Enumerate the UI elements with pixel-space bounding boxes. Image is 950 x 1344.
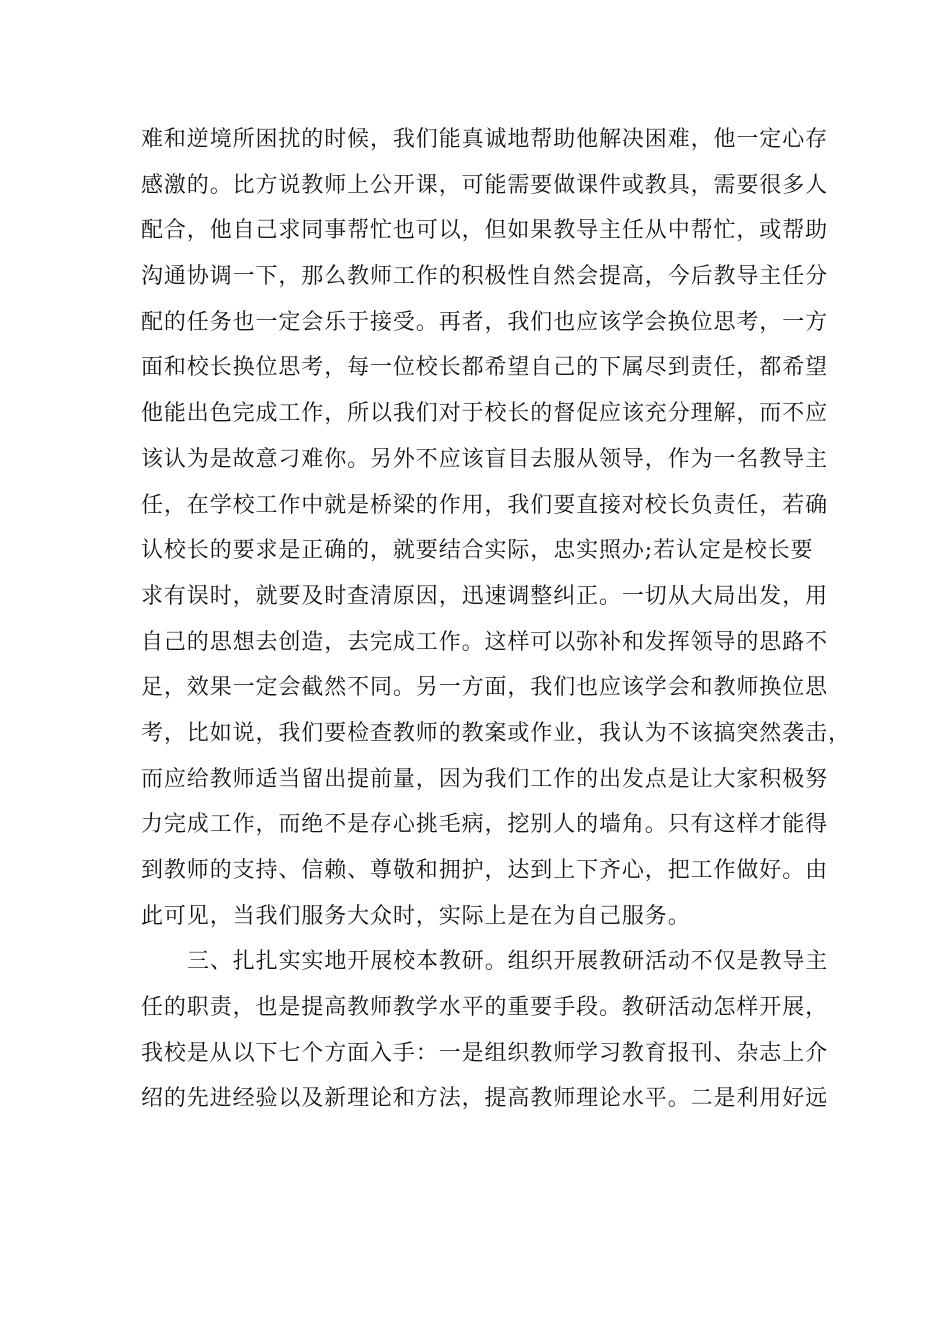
text-line: 难和逆境所困扰的时候，我们能真诚地帮助他解决困难，他一定心存 bbox=[141, 127, 829, 152]
text-line: 感激的。比方说教师上公开课，可能需要做课件或教具，需要很多人 bbox=[141, 172, 829, 198]
text-line: 自己的思想去创造，去完成工作。这样可以弥补和发挥领导的思路不 bbox=[141, 629, 829, 655]
text-line: 面和校长换位思考，每一位校长都希望自己的下属尽到责任，都希望 bbox=[141, 355, 829, 381]
text-line: 求有误时，就要及时查清原因，迅速调整纠正。一切从大局出发，用 bbox=[141, 583, 829, 609]
text-line: 到教师的支持、信赖、尊敬和拥护，达到上下齐心，把工作做好。由 bbox=[141, 858, 829, 883]
text-line: 此可见，当我们服务大众时，实际上是在为自己服务。 bbox=[141, 903, 691, 929]
text-line: 配的任务也一定会乐于接受。再者，我们也应该学会换位思考，一方 bbox=[141, 309, 829, 335]
text-line: 考，比如说，我们要检查教师的教案或作业，我认为不该搞突然袭击， bbox=[141, 720, 851, 746]
text-line: 我校是从以下七个方面入手：一是组织教师学习教育报刊、杂志上介 bbox=[141, 1040, 829, 1066]
text-line: 力完成工作，而绝不是存心挑毛病，挖别人的墙角。只有这样才能得 bbox=[141, 812, 829, 838]
text-line: 而应给教师适当留出提前量，因为我们工作的出发点是让大家积极努 bbox=[141, 766, 829, 792]
text-line: 配合，他自己求同事帮忙也可以，但如果教导主任从中帮忙，或帮助 bbox=[141, 218, 829, 244]
text-line: 沟通协调一下，那么教师工作的积极性自然会提高，今后教导主任分 bbox=[141, 264, 829, 290]
text-line: 该认为是故意刁难你。另外不应该盲目去服从领导，作为一名教导主 bbox=[141, 446, 829, 472]
text-line: 任，在学校工作中就是桥梁的作用，我们要直接对校长负责任，若确 bbox=[141, 492, 829, 518]
text-line: 足，效果一定会截然不同。另一方面，我们也应该学会和教师换位思 bbox=[141, 675, 829, 701]
body-text bbox=[141, 117, 851, 1122]
text-line: 任的职责，也是提高教师教学水平的重要手段。教研活动怎样开展， bbox=[141, 995, 829, 1021]
paragraph-start-line: 三、扎扎实实地开展校本教研。组织开展教研活动不仅是教导主 bbox=[187, 949, 829, 975]
text-line: 绍的先进经验以及新理论和方法，提高教师理论水平。二是利用好远 bbox=[141, 1086, 829, 1112]
text-line: 他能出色完成工作，所以我们对于校长的督促应该充分理解，而不应 bbox=[141, 401, 829, 427]
text-line: 认校长的要求是正确的，就要结合实际，忠实照办;若认定是校长要 bbox=[141, 538, 814, 564]
